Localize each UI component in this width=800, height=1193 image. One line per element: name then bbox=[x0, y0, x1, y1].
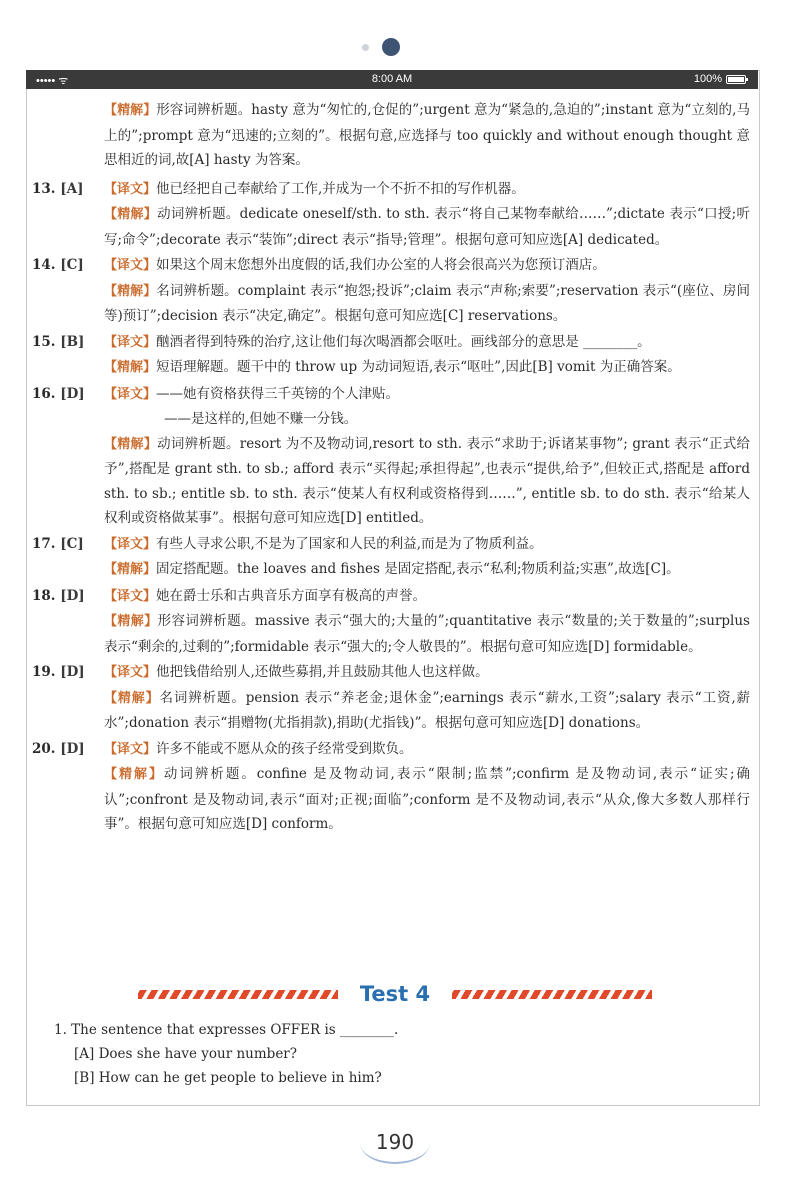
translation-text: 【译文】他把钱借给别人,还做些募捐,并且鼓励其他人也这样做。 bbox=[104, 664, 489, 680]
translation-text-reply: ——是这样的,但她不赚一分钱。 bbox=[164, 411, 358, 427]
answer-letter: [C] bbox=[60, 535, 84, 552]
answer-letter: [D] bbox=[60, 740, 85, 757]
decorative-stripe-left bbox=[138, 990, 338, 999]
translation-text: 【译文】——她有资格获得三千英镑的个人津贴。 bbox=[104, 385, 400, 402]
analysis-text: 【精解】固定搭配题。the loaves and fishes 是固定搭配,表示“私利;物质利益;实惠”,故选[C]。 bbox=[104, 561, 680, 577]
translation-text: 【译文】许多不能或不愿从众的孩子经常受到欺负。 bbox=[104, 740, 413, 757]
answer-entry-17 bbox=[32, 532, 750, 583]
translation-text: 【译文】他已经把自己奉献给了工作,并成为一个不折不扣的写作机器。 bbox=[104, 180, 525, 197]
question-number: 14. bbox=[32, 257, 56, 273]
analysis-text: 【精解】形容词辨析题。massive 表示“强大的;大量的”;quantitative 表示“数量的;关于数量的”;surplus 表示“剩余的,过剩的”;formidable 表示“强大的;令人敬畏的”。根据句意可知应选[D] formidable。 bbox=[104, 613, 750, 655]
question-number: 16. bbox=[32, 385, 56, 402]
answer-letter: [D] bbox=[60, 664, 85, 680]
decorative-stripe-right bbox=[452, 990, 652, 999]
test-heading bbox=[130, 978, 660, 1010]
question-number: 20. bbox=[32, 740, 56, 757]
answer-entry-20 bbox=[32, 737, 750, 837]
battery-icon bbox=[726, 75, 746, 84]
question-1 bbox=[54, 1018, 398, 1090]
question-number: 13. bbox=[32, 180, 56, 197]
translation-text: 【译文】她在爵士乐和古典音乐方面享有极高的声誉。 bbox=[104, 587, 427, 604]
status-bar bbox=[26, 70, 758, 89]
answer-letter: [D] bbox=[60, 385, 85, 402]
answer-entry-16 bbox=[32, 382, 750, 531]
answer-letter: [D] bbox=[60, 587, 85, 604]
test-title: Test 4 bbox=[359, 982, 431, 1006]
question-stem: 1. The sentence that expresses OFFER is ________. bbox=[54, 1022, 399, 1038]
answer-entry-13 bbox=[32, 177, 750, 253]
answer-letter: [C] bbox=[60, 257, 84, 273]
analysis-text: 【精解】形容词辨析题。hasty 意为“匆忙的,仓促的”;urgent 意为“紧急的,急迫的”;instant 意为“立刻的,马上的”;prompt 意为“迅速的;立刻的”。根据句意,应选择与 too quickly and without enough thought 意思相近的词,故[A] hasty 为答案。 bbox=[104, 102, 750, 168]
analysis-text: 【精解】短语理解题。题干中的 throw up 为动词短语,表示“呕吐”,因此[B] vomit 为正确答案。 bbox=[104, 359, 681, 375]
answer-entry-15 bbox=[32, 330, 750, 381]
answer-entry-19 bbox=[32, 660, 750, 736]
status-time: 8:00 AM bbox=[371, 73, 413, 85]
camera-icon bbox=[382, 38, 400, 56]
analysis-text: 【精解】动词辨析题。resort 为不及物动词,resort to sth. 表示“求助于;诉诸某事物”; grant 表示“正式给予”,搭配是 grant sth. to sb.; afford 表示“买得起;承担得起”,也表示“提供,给予”,但较正式,搭配是 afford sth. to sb.; entitle sb. to sth. 表示“使某人有权利或资格得到……”, entitle sb. to do sth. 表示“给某人权利或资格做某事”。根据句意可知应选[D] entitled。 bbox=[104, 435, 750, 526]
option-b[interactable]: [B] How can he get people to believe in him? bbox=[74, 1070, 382, 1086]
battery-status bbox=[694, 73, 746, 85]
question-number: 18. bbox=[32, 587, 56, 604]
question-number: 15. bbox=[32, 333, 56, 350]
analysis-text: 【精解】动词辨析题。dedicate oneself/sth. to sth. 表示“将自己某物奉献给……”;dictate 表示“口授;听写;命令”;decorate 表示“装饰”;direct 表示“指导;管理”。根据句意可知应选[A] dedicated。 bbox=[104, 206, 750, 248]
answer-entry-12-continued bbox=[32, 98, 750, 173]
answer-entry-18 bbox=[32, 584, 750, 660]
answer-letter: [A] bbox=[60, 180, 84, 197]
translation-text: 【译文】酗酒者得到特殊的治疗,这让他们每次喝酒都会呕吐。画线部分的意思是 ________。 bbox=[104, 333, 651, 350]
signal-icon: ••••• ᯤ bbox=[36, 75, 69, 87]
option-a[interactable]: [A] Does she have your number? bbox=[74, 1046, 297, 1062]
translation-text: 【译文】有些人寻求公职,不是为了国家和人民的利益,而是为了物质利益。 bbox=[104, 535, 543, 552]
analysis-text: 【精解】名词辨析题。pension 表示“养老金;退休金”;earnings 表示“薪水,工资”;salary 表示“工资,薪水”;donation 表示“捐赠物(尤指捐款),捐助(尤指钱)”。根据句意可知应选[D] donations。 bbox=[104, 689, 750, 731]
question-number: 17. bbox=[32, 535, 56, 552]
analysis-text: 【精解】动词辨析题。confine 是及物动词,表示“限制;监禁”;confirm 是及物动词,表示“证实;确认”;confront 是及物动词,表示“面对;正视;面临”;conform 是不及物动词,表示“从众,像大多数人那样行事”。根据句意可知应选[D] conform。 bbox=[104, 766, 750, 832]
answer-letter: [B] bbox=[60, 333, 85, 350]
page-number: 190 bbox=[360, 1122, 430, 1164]
answer-entry-14 bbox=[32, 253, 750, 329]
camera-dot bbox=[362, 44, 369, 51]
translation-text: 【译文】如果这个周末您想外出度假的话,我们办公室的人将会很高兴为您预订酒店。 bbox=[104, 257, 606, 273]
analysis-text: 【精解】名词辨析题。complaint 表示“抱怨;投诉”;claim 表示“声称;索要”;reservation 表示“(座位、房间等)预订”;decision 表示“决定,确定”。根据句意可知应选[C] reservations。 bbox=[104, 282, 750, 324]
battery-percent: 100% bbox=[693, 73, 722, 85]
answer-key-content bbox=[32, 98, 750, 837]
question-number: 19. bbox=[32, 664, 56, 680]
